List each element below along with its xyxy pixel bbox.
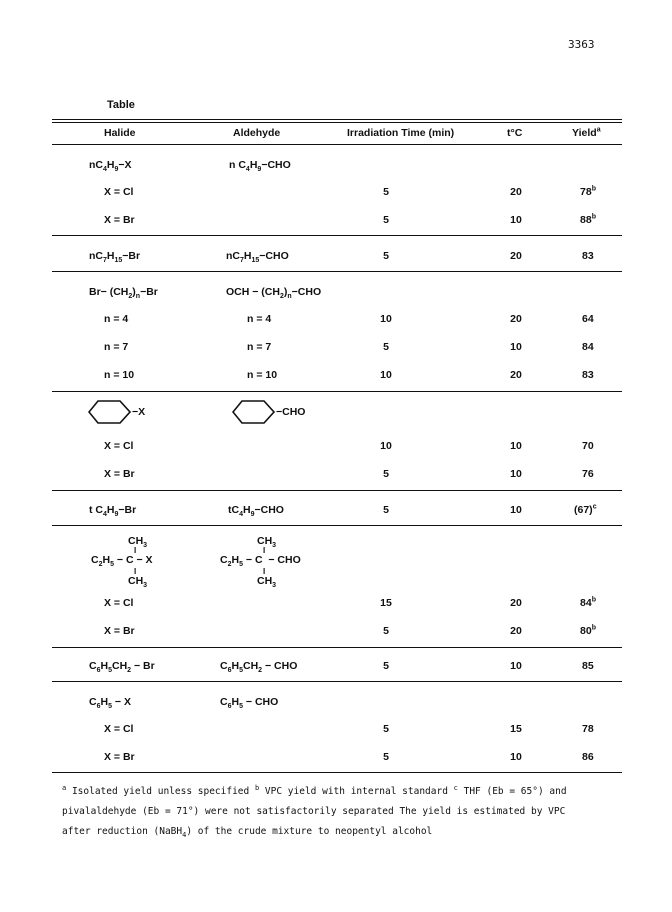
group-rule xyxy=(52,271,622,272)
irradiation-time: 10 xyxy=(380,440,392,452)
row-label: X = Cl xyxy=(104,597,134,609)
table-title: Table xyxy=(107,99,135,111)
yield: 76 xyxy=(582,468,594,480)
irradiation-time: 10 xyxy=(380,369,392,381)
header-rule xyxy=(52,144,622,145)
methyl-top: $CH_3$ xyxy=(257,535,277,550)
temperature: 10 xyxy=(510,660,522,672)
irradiation-time: 5 xyxy=(383,214,389,226)
irradiation-time: 5 xyxy=(383,723,389,735)
table-top-rule-2 xyxy=(52,122,622,123)
halide-formula: $C_6H_5CH_2 - Br$ xyxy=(89,660,155,675)
temperature: 10 xyxy=(510,440,522,452)
temperature: 10 xyxy=(510,504,522,516)
table-bottom-rule xyxy=(52,772,622,773)
aldehyde-formula: $nC_7H_{15}-CHO$ xyxy=(226,250,289,265)
group-rule xyxy=(52,490,622,491)
bond-tick: I xyxy=(263,567,266,576)
temperature: 20 xyxy=(510,597,522,609)
footnote-line-1: $^a$ Isolated yield unless specified $^b$ VPC yield with internal standard $^c$ THF (Eb = 65°) and xyxy=(62,783,567,797)
bond-tick: I xyxy=(134,567,137,576)
temperature: 20 xyxy=(510,625,522,637)
header-halide: Halide xyxy=(104,127,136,139)
yield: 84 xyxy=(582,341,594,353)
halide-substituent: −X xyxy=(132,406,146,418)
yield: 64 xyxy=(582,313,594,325)
irradiation-time: 5 xyxy=(383,751,389,763)
aldehyde-substituent: −CHO xyxy=(276,406,306,418)
bond-tick: I xyxy=(134,546,137,555)
table-top-rule xyxy=(52,119,622,120)
row-label: X = Cl xyxy=(104,440,134,452)
temperature: 10 xyxy=(510,751,522,763)
aldehyde-formula: $C_6H_5$ − CHO xyxy=(220,696,279,711)
temperature: 10 xyxy=(510,341,522,353)
yield: 70 xyxy=(582,440,594,452)
row-label: X = Cl xyxy=(104,186,134,198)
group-rule xyxy=(52,525,622,526)
yield: $(67)^c$ xyxy=(574,503,597,516)
cyclohexane-ring-icon xyxy=(232,399,276,425)
yield: 80$^b$ xyxy=(580,624,596,637)
yield: 83 xyxy=(582,250,594,262)
temperature: 20 xyxy=(510,369,522,381)
irradiation-time: 5 xyxy=(383,625,389,637)
yield: 78$^b$ xyxy=(580,185,596,198)
irradiation-time: 5 xyxy=(383,341,389,353)
aldehyde-label: n = 10 xyxy=(247,369,278,381)
halide-formula: $Br- (CH_2)_n-Br$ xyxy=(89,286,158,301)
aldehyde-label: n = 4 xyxy=(247,313,272,325)
aldehyde-formula: $C_6H_5CH_2$ − CHO xyxy=(220,660,298,675)
group-rule xyxy=(52,391,622,392)
irradiation-time: 15 xyxy=(380,597,392,609)
temperature: 20 xyxy=(510,250,522,262)
group-rule xyxy=(52,647,622,648)
yield: 88$^b$ xyxy=(580,213,596,226)
methyl-bottom: $CH_3$ xyxy=(128,575,148,590)
footnote-mark: a xyxy=(596,126,601,134)
halide-formula: $nC_4H_9-X$ xyxy=(89,159,132,174)
yield: 85 xyxy=(582,660,594,672)
temperature: 20 xyxy=(510,313,522,325)
irradiation-time: 5 xyxy=(383,468,389,480)
header-temperature: t°C xyxy=(507,127,523,139)
methyl-bottom: $CH_3$ xyxy=(257,575,277,590)
temperature: 10 xyxy=(510,214,522,226)
irradiation-time: 5 xyxy=(383,504,389,516)
halide-formula: t $C_4H_9-Br$ xyxy=(89,504,137,519)
row-label: n = 7 xyxy=(104,341,129,353)
temperature: 20 xyxy=(510,186,522,198)
halide-formula: $C_2H_5 - C - X$ xyxy=(91,554,153,569)
temperature: 10 xyxy=(510,468,522,480)
header-aldehyde: Aldehyde xyxy=(233,127,281,139)
row-label: n = 10 xyxy=(104,369,135,381)
irradiation-time: 10 xyxy=(380,313,392,325)
row-label: X = Br xyxy=(104,625,135,637)
yield: 83 xyxy=(582,369,594,381)
irradiation-time: 5 xyxy=(383,660,389,672)
methyl-top: $CH_3$ xyxy=(128,535,148,550)
temperature: 15 xyxy=(510,723,522,735)
footnote-line-2: pivalaldehyde (Eb = 71°) were not satisfactorily separated The yield is estimated by VPC xyxy=(62,806,566,817)
row-label: n = 4 xyxy=(104,313,129,325)
header-yield: Yield$^a$ xyxy=(572,126,601,139)
halide-formula: $nC_7H_{15}-Br$ xyxy=(89,250,141,265)
halide-formula: $C_6H_5 - X$ xyxy=(89,696,131,711)
row-label: X = Br xyxy=(104,751,135,763)
aldehyde-formula: OCH − $(CH_2)_n-CHO$ xyxy=(226,286,322,301)
yield: 86 xyxy=(582,751,594,763)
group-rule xyxy=(52,681,622,682)
irradiation-time: 5 xyxy=(383,250,389,262)
header-irradiation-time: Irradiation Time (min) xyxy=(347,127,455,139)
aldehyde-label: n = 7 xyxy=(247,341,272,353)
row-label: X = Cl xyxy=(104,723,134,735)
yield: 78 xyxy=(582,723,594,735)
page-number: 3363 xyxy=(568,38,595,51)
aldehyde-formula: $C_2H_5 - C$ − CHO xyxy=(220,554,301,569)
group-rule xyxy=(52,235,622,236)
cyclohexane-ring-icon xyxy=(88,399,132,425)
footnote-line-3: after reduction (NaBH$_4$) of the crude mixture to neopentyl alcohol xyxy=(62,826,433,839)
bond-tick: I xyxy=(263,546,266,555)
aldehyde-formula: $tC_4H_9-CHO$ xyxy=(228,504,284,519)
yield: 84$^b$ xyxy=(580,596,596,609)
row-label: X = Br xyxy=(104,468,135,480)
irradiation-time: 5 xyxy=(383,186,389,198)
aldehyde-formula: n $C_4H_9-CHO$ xyxy=(229,159,291,174)
table-footnotes xyxy=(62,782,622,842)
row-label: X = Br xyxy=(104,214,135,226)
